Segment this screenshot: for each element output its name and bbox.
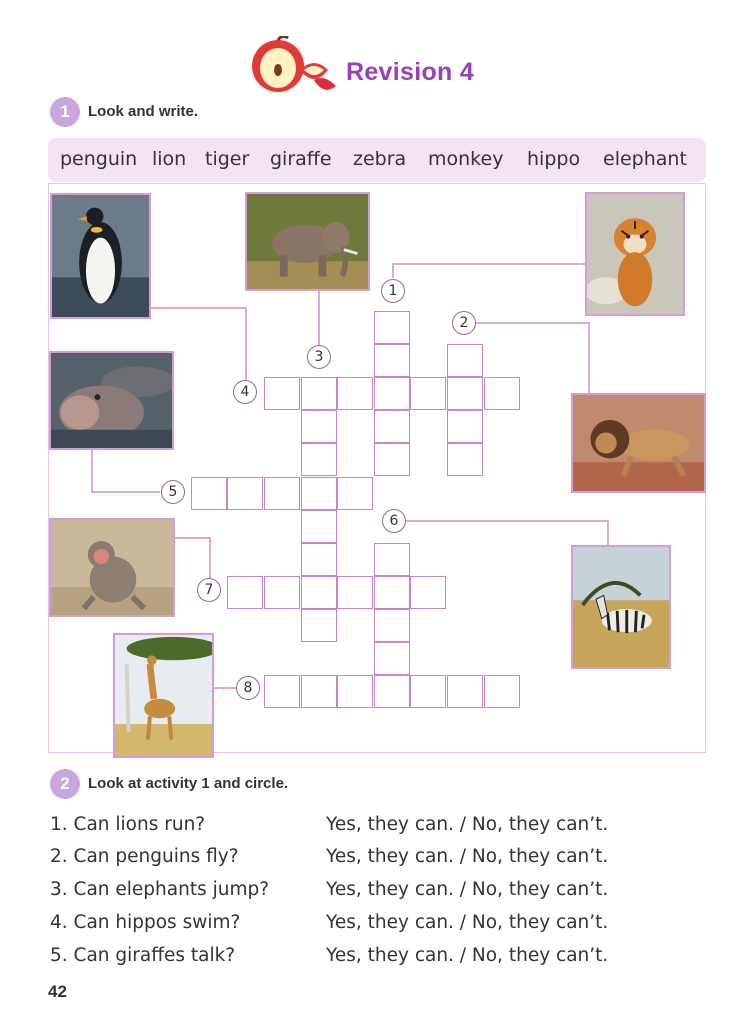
- word-bank-item: penguin: [60, 148, 138, 170]
- question-text: 5. Can giraffes talk?: [50, 945, 236, 966]
- crossword-cell[interactable]: [301, 609, 337, 642]
- crossword-cell[interactable]: [301, 443, 337, 476]
- crossword-cell[interactable]: [374, 642, 410, 675]
- word-bank-item: monkey: [428, 148, 504, 170]
- crossword-cell[interactable]: [410, 377, 446, 410]
- crossword-cell[interactable]: [227, 477, 263, 510]
- crossword-cell[interactable]: [337, 576, 373, 609]
- word-bank-item: lion: [152, 148, 187, 170]
- crossword-cell[interactable]: [264, 675, 300, 708]
- crossword-cell[interactable]: [447, 377, 483, 410]
- word-bank-item: giraffe: [270, 148, 332, 170]
- crossword-cell[interactable]: [191, 477, 227, 510]
- word-bank-item: elephant: [603, 148, 687, 170]
- clue-number: 7: [197, 578, 221, 602]
- penguin-picture: [50, 193, 151, 319]
- answer-options[interactable]: Yes, they can. / No, they can’t.: [326, 879, 609, 900]
- elephant-picture: [245, 192, 370, 291]
- activity-1-instruction: Look and write.: [88, 103, 199, 120]
- crossword-cell[interactable]: [301, 510, 337, 543]
- word-bank-item: hippo: [527, 148, 581, 170]
- crossword-cell[interactable]: [337, 675, 373, 708]
- clue-number: 3: [307, 345, 331, 369]
- answer-options[interactable]: Yes, they can. / No, they can’t.: [326, 846, 609, 867]
- crossword-cell[interactable]: [447, 410, 483, 443]
- crossword-cell[interactable]: [374, 377, 410, 410]
- crossword-cell[interactable]: [264, 576, 300, 609]
- monkey-picture: [49, 518, 175, 617]
- crossword-cell[interactable]: [301, 410, 337, 443]
- crossword-cell[interactable]: [374, 609, 410, 642]
- giraffe-picture: [113, 633, 214, 758]
- crossword-cell[interactable]: [301, 576, 337, 609]
- crossword-cell[interactable]: [374, 410, 410, 443]
- crossword-cell[interactable]: [374, 443, 410, 476]
- crossword-cell[interactable]: [227, 576, 263, 609]
- question-text: 1. Can lions run?: [50, 814, 206, 835]
- clue-number: 8: [236, 676, 260, 700]
- clue-number: 5: [161, 480, 185, 504]
- crossword-cell[interactable]: [484, 675, 520, 708]
- answer-options[interactable]: Yes, they can. / No, they can’t.: [326, 814, 609, 835]
- crossword-cell[interactable]: [301, 543, 337, 576]
- page-title: Revision 4: [346, 58, 475, 86]
- crossword-cell[interactable]: [301, 377, 337, 410]
- hippo-picture: [49, 351, 174, 450]
- crossword-cell[interactable]: [337, 377, 373, 410]
- word-bank-item: tiger: [205, 148, 250, 170]
- activity-1-badge: 1: [50, 97, 80, 127]
- answer-options[interactable]: Yes, they can. / No, they can’t.: [326, 912, 609, 933]
- crossword-cell[interactable]: [374, 344, 410, 377]
- crossword-cell[interactable]: [301, 675, 337, 708]
- crossword-cell[interactable]: [374, 543, 410, 576]
- crossword-cell[interactable]: [447, 344, 483, 377]
- crossword-cell[interactable]: [374, 311, 410, 344]
- answer-options[interactable]: Yes, they can. / No, they can’t.: [326, 945, 609, 966]
- clue-number: 1: [381, 279, 405, 303]
- question-text: 4. Can hippos swim?: [50, 912, 241, 933]
- question-text: 3. Can elephants jump?: [50, 879, 270, 900]
- zebra-picture: [571, 545, 671, 669]
- clue-number: 2: [452, 311, 476, 335]
- crossword-cell[interactable]: [447, 443, 483, 476]
- activity-2-instruction: Look at activity 1 and circle.: [88, 775, 289, 792]
- crossword-cell[interactable]: [410, 576, 446, 609]
- word-bank-item: zebra: [353, 148, 407, 170]
- crossword-cell[interactable]: [264, 477, 300, 510]
- page-number: 42: [48, 982, 67, 1001]
- question-text: 2. Can penguins fly?: [50, 846, 239, 867]
- crossword-cell[interactable]: [410, 675, 446, 708]
- lion-picture: [571, 393, 706, 493]
- clue-number: 6: [382, 509, 406, 533]
- crossword-cell[interactable]: [301, 477, 337, 510]
- crossword-cell[interactable]: [374, 675, 410, 708]
- crossword-cell[interactable]: [484, 377, 520, 410]
- activity-2-badge: 2: [50, 769, 80, 799]
- crossword-cell[interactable]: [264, 377, 300, 410]
- clue-number: 4: [233, 380, 257, 404]
- crossword-cell[interactable]: [374, 576, 410, 609]
- crossword-cell[interactable]: [337, 477, 373, 510]
- tiger-picture: [585, 192, 685, 316]
- crossword-cell[interactable]: [447, 675, 483, 708]
